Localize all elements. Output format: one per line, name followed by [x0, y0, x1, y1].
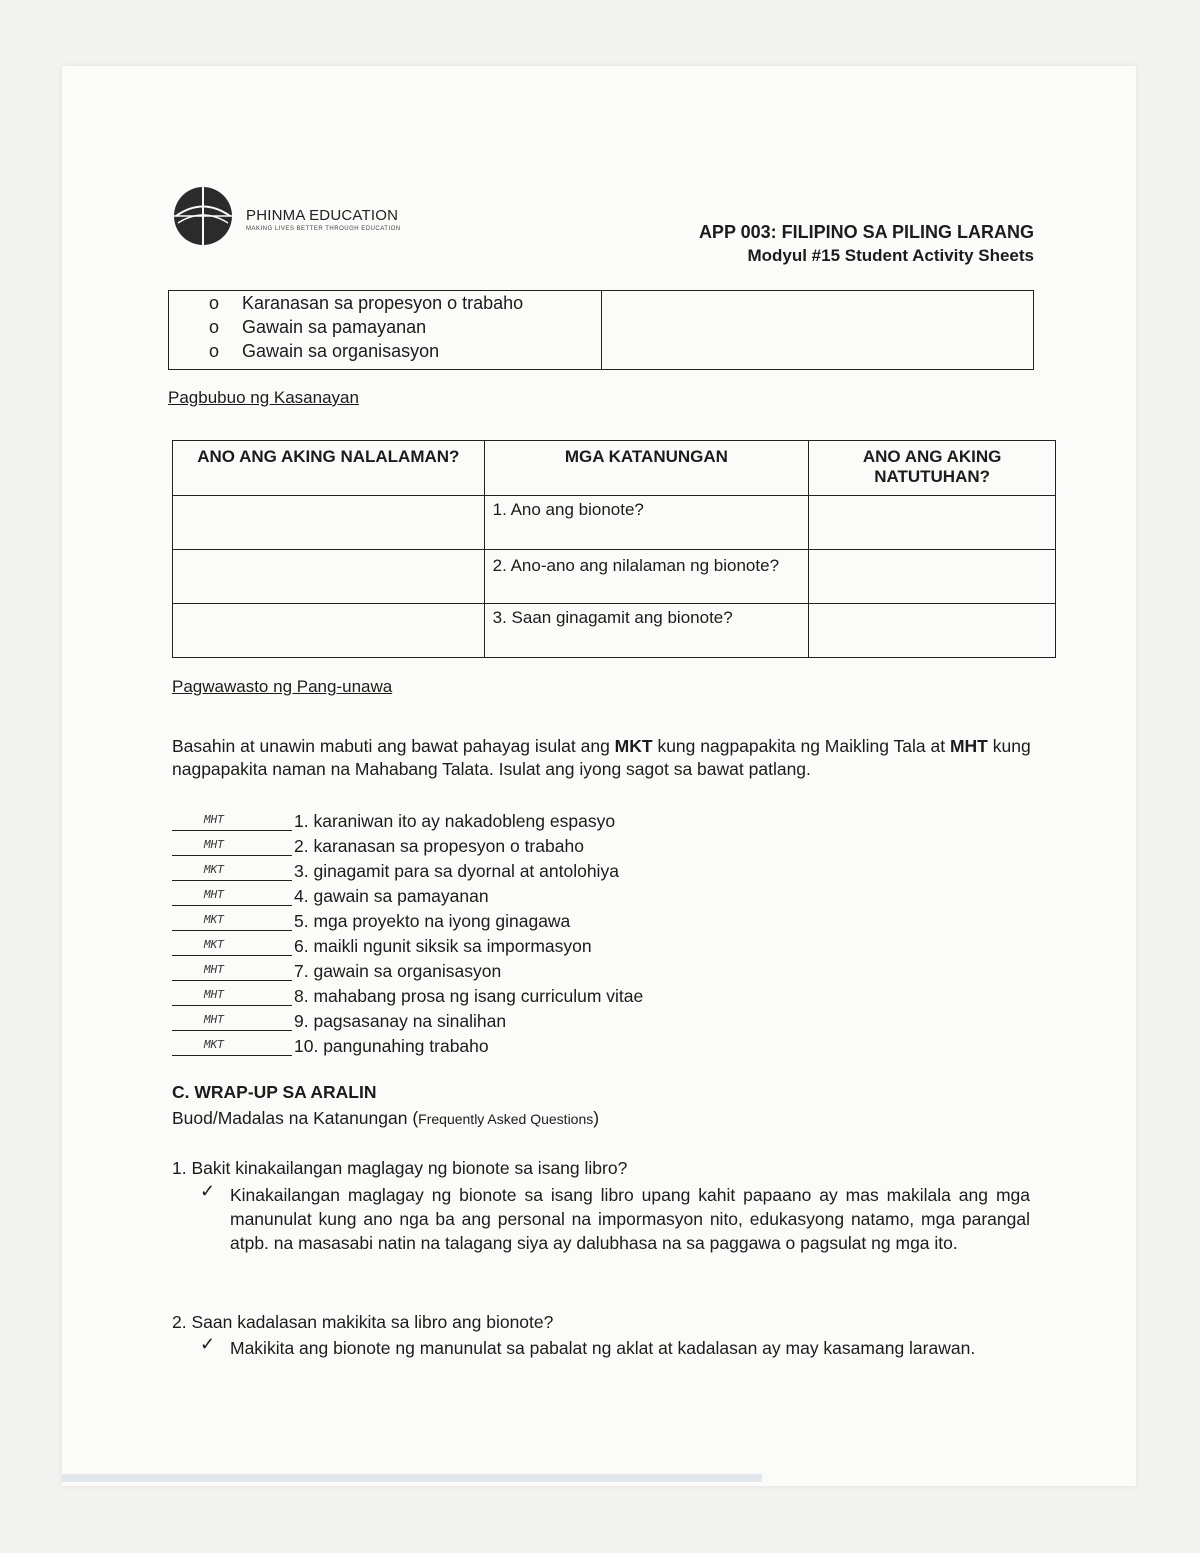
answer-blank[interactable]: MHT: [172, 1013, 292, 1031]
learned-cell: [809, 496, 1056, 550]
answer-blank[interactable]: MHT: [172, 888, 292, 906]
faq-answer-2: Makikita ang bionote ng manunulat sa pabalat ng aklat at kadalasan ay may kasamang larawan.: [230, 1338, 976, 1358]
list-item: MKT 10. pangunahing trabaho: [172, 1031, 643, 1056]
answer-blank[interactable]: MHT: [172, 988, 292, 1006]
list-item: MHT 8. mahabang prosa ng isang curriculum vitae: [172, 981, 643, 1006]
question-cell: 3. Saan ginagamit ang bionote?: [484, 604, 809, 658]
pagwawasto-heading: Pagwawasto ng Pang-unawa: [172, 677, 393, 696]
answer-blank[interactable]: MHT: [172, 813, 292, 831]
answer-blank[interactable]: MKT: [172, 863, 292, 881]
list-item: MHT 7. gawain sa organisasyon: [172, 956, 643, 981]
checkmark-icon: ✓: [200, 1334, 216, 1354]
learned-cell: [809, 604, 1056, 658]
faq-answer-1: Kinakailangan maglagay ng bionote sa isang libro upang kahit papaano ay mas makilala ang mga manunulat kung ano nga ba ang personal na impormasyon nito, edukasyong natamo, mga parangal atpb. na masasabi natin na talagang siya ay dalubhasa na sa paggawa o pagsulat ng mga ito.: [230, 1185, 1030, 1253]
list-item: MHT 9. pagsasanay na sinalihan: [172, 1006, 643, 1031]
known-cell: [173, 550, 485, 604]
mkt-label: MKT: [614, 736, 653, 756]
column-header-known: ANO ANG AKING NALALAMAN?: [173, 441, 485, 496]
table-row: [173, 604, 1056, 658]
list-item: MHT 4. gawain sa pamayanan: [172, 881, 643, 906]
known-cell: [173, 604, 485, 658]
bullet-item: o Gawain sa pamayanan: [209, 315, 523, 339]
table-row: [173, 550, 1056, 604]
instruction-text: Basahin at unawin mabuti ang bawat pahayag isulat ang MKT kung nagpapakita ng Maikling Tala at MHT kung nagpapakita naman na Mahabang Talata. Isulat ang iyong sagot sa bawat patlang.: [172, 736, 1031, 779]
wrapup-title: C. WRAP-UP SA ARALIN: [172, 1082, 377, 1102]
known-cell: [173, 496, 485, 550]
bullet-list: [209, 291, 523, 363]
kwl-table: [172, 440, 1056, 658]
brand-name: PHINMA EDUCATION: [246, 207, 399, 224]
answer-blank[interactable]: MKT: [172, 913, 292, 931]
course-title: APP 003: FILIPINO SA PILING LARANG: [698, 222, 1034, 242]
learned-cell: [809, 550, 1056, 604]
faq-question-1: 1. Bakit kinakailangan maglagay ng bionote sa isang libro?: [172, 1158, 628, 1178]
answer-blank[interactable]: MKT: [172, 938, 292, 956]
mht-label: MHT: [949, 736, 988, 756]
module-title: Modyul #15 Student Activity Sheets: [747, 246, 1034, 265]
question-cell: 1. Ano ang bionote?: [484, 496, 809, 550]
brand-tagline: MAKING LIVES BETTER THROUGH EDUCATION: [246, 226, 401, 232]
answer-blank[interactable]: MHT: [172, 963, 292, 981]
phinma-logo-icon: [172, 185, 234, 247]
bullet-item: o Gawain sa organisasyon: [209, 339, 523, 363]
column-divider: [601, 291, 602, 369]
list-item: MHT 1. karaniwan ito ay nakadobleng espasyo: [172, 806, 643, 831]
list-item: MHT 2. karanasan sa propesyon o trabaho: [172, 831, 643, 856]
profile-table-fragment: [168, 290, 1034, 370]
question-cell: 2. Ano-ano ang nilalaman ng bionote?: [484, 550, 809, 604]
list-item: MKT 5. mga proyekto na iyong ginagawa: [172, 906, 643, 931]
list-item: MKT 3. ginagamit para sa dyornal at antolohiya: [172, 856, 643, 881]
answer-blank[interactable]: MKT: [172, 1038, 292, 1056]
faq-question-2: 2. Saan kadalasan makikita sa libro ang bionote?: [172, 1312, 554, 1332]
answer-blank[interactable]: MHT: [172, 838, 292, 856]
bullet-item: o Karanasan sa propesyon o trabaho: [209, 291, 523, 315]
faq-title: Buod/Madalas na Katanungan (Frequently Asked Questions): [172, 1108, 600, 1128]
checkmark-icon: ✓: [200, 1181, 216, 1201]
list-item: MKT 6. maikli ngunit siksik sa impormasyon: [172, 931, 643, 956]
column-header-learned: ANO ANG AKING NATUTUHAN?: [809, 441, 1056, 496]
scan-edge-artifact: [62, 1474, 762, 1482]
pagbubuo-heading: Pagbubuo ng Kasanayan: [168, 388, 359, 407]
table-row: [173, 496, 1056, 550]
column-header-questions: MGA KATANUNGAN: [484, 441, 809, 496]
answer-list: [172, 806, 643, 1056]
